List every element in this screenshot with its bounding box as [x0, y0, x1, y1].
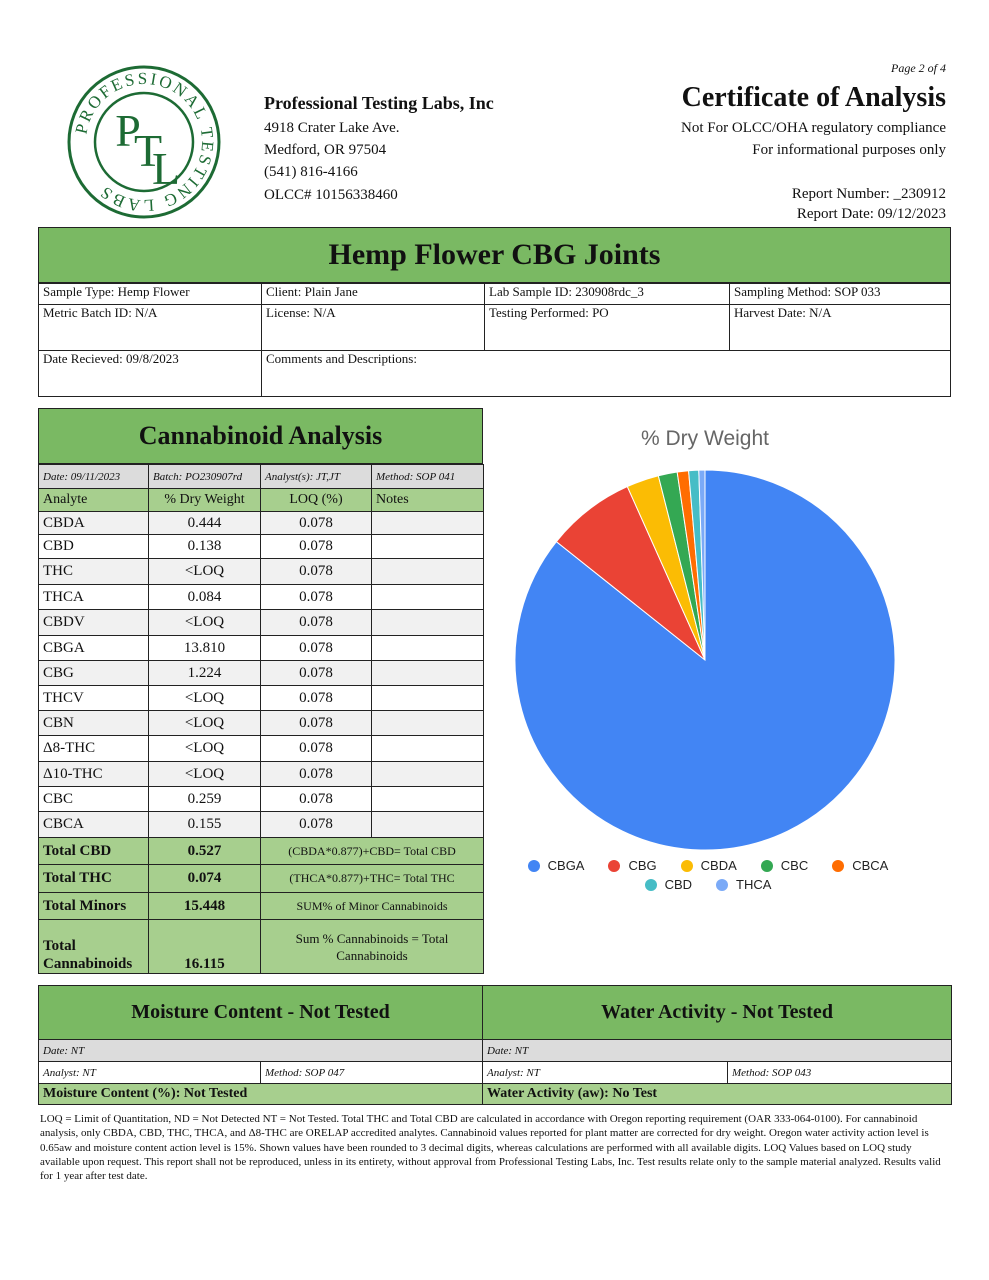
analyte-row	[39, 661, 484, 686]
analyte-notes	[372, 535, 484, 559]
legend-label: CBD	[664, 877, 693, 892]
dry-weight-chart	[488, 415, 949, 905]
legend-label: THCA	[736, 877, 772, 892]
lab-phone: (541) 816-4166	[264, 164, 358, 180]
cannabinoid-section	[38, 408, 483, 974]
chart-title: % Dry Weight	[641, 427, 769, 450]
analyte-notes	[372, 762, 484, 787]
svg-text:L: L	[151, 143, 181, 194]
lab-name: Professional Testing Labs, Inc	[264, 93, 494, 113]
analyte-loq: 0.078	[261, 736, 372, 762]
legend-swatch	[832, 860, 844, 872]
svg-text:T: T	[133, 125, 163, 176]
header-notes: Notes	[372, 489, 484, 512]
client: Client: Plain Jane	[262, 284, 485, 305]
analyte-row	[39, 686, 484, 711]
legend-item-cbc	[761, 858, 808, 873]
analyte-dry-weight: 0.138	[149, 535, 261, 559]
water-date: Date: NT	[483, 1040, 952, 1062]
analyte-dry-weight: <LOQ	[149, 736, 261, 762]
analyte-loq: 0.078	[261, 686, 372, 711]
analyte-row	[39, 559, 484, 585]
analyte-row	[39, 787, 484, 812]
total-cannabinoids-label: Total Cannabinoids	[39, 920, 149, 974]
water-result: Water Activity (aw): No Test	[483, 1084, 952, 1105]
legend-label: CBCA	[852, 858, 889, 873]
total-cbd-label: Total CBD	[39, 838, 149, 865]
analyte-notes	[372, 636, 484, 661]
analyte-loq: 0.078	[261, 610, 372, 636]
analyte-loq: 0.078	[261, 636, 372, 661]
analyte-notes	[372, 512, 484, 535]
total-thc-value: 0.074	[149, 865, 261, 893]
moisture-title: Moisture Content - Not Tested	[39, 986, 483, 1040]
analyte-dry-weight: <LOQ	[149, 762, 261, 787]
analyte-name: CBCA	[39, 812, 149, 838]
lab-olcc: OLCC# 10156338460	[264, 187, 398, 203]
water-title: Water Activity - Not Tested	[483, 986, 952, 1040]
svg-text:P: P	[115, 105, 141, 156]
analyte-name: Δ8-THC	[39, 736, 149, 762]
analyte-loq: 0.078	[261, 661, 372, 686]
analyte-name: THCA	[39, 585, 149, 610]
analyte-dry-weight: <LOQ	[149, 686, 261, 711]
analyte-row	[39, 610, 484, 636]
informational-note: For informational purposes only	[752, 142, 946, 158]
sample-info-grid	[38, 283, 951, 397]
analyte-name: THCV	[39, 686, 149, 711]
legend-item-cbda	[681, 858, 737, 873]
header-analyte: Analyte	[39, 489, 149, 512]
moisture-method: Method: SOP 047	[261, 1062, 483, 1084]
moisture-analyst: Analyst: NT	[39, 1062, 261, 1084]
report-date: Report Date: 09/12/2023	[796, 206, 946, 222]
legend-swatch	[645, 879, 657, 891]
legend-swatch	[608, 860, 620, 872]
legend-item-cbca	[832, 858, 888, 873]
water-analyst: Analyst: NT	[483, 1062, 728, 1084]
lab-address1: 4918 Crater Lake Ave.	[264, 120, 400, 136]
analyte-loq: 0.078	[261, 585, 372, 610]
batch-id: Batch: PO230907rd	[149, 465, 261, 489]
analyte-loq: 0.078	[261, 535, 372, 559]
svg-text:PROFESSIONAL TESTING LABS: PROFESSIONAL TESTING LABS	[71, 68, 218, 216]
analyte-notes	[372, 812, 484, 838]
analysts: Analyst(s): JT,JT	[261, 465, 372, 489]
total-cannabinoids-value: 16.115	[149, 920, 261, 974]
analyte-loq: 0.078	[261, 762, 372, 787]
analyte-row	[39, 762, 484, 787]
sampling-method: Sampling Method: SOP 033	[730, 284, 951, 305]
analyte-row	[39, 636, 484, 661]
legend-item-thca	[716, 877, 771, 892]
analyte-name: CBD	[39, 535, 149, 559]
analyte-dry-weight: 0.259	[149, 787, 261, 812]
total-cannabinoids-note: Sum % Cannabinoids = Total Cannabinoids	[261, 920, 484, 974]
analyte-dry-weight: 0.444	[149, 512, 261, 535]
pie-chart	[488, 460, 922, 860]
cannabinoid-title-bar	[38, 408, 483, 464]
total-minors-value: 15.448	[149, 893, 261, 920]
analyte-name: CBG	[39, 661, 149, 686]
ptl-logo	[66, 64, 222, 220]
total-minors-label: Total Minors	[39, 893, 149, 920]
total-cbd-formula: (CBDA*0.877)+CBD= Total CBD	[261, 838, 484, 865]
analyte-row	[39, 512, 484, 535]
sample-type: Sample Type: Hemp Flower	[39, 284, 262, 305]
analyte-row	[39, 736, 484, 762]
analyte-row	[39, 711, 484, 736]
lab-address2: Medford, OR 97504	[264, 142, 387, 158]
analyte-dry-weight: <LOQ	[149, 559, 261, 585]
analyte-name: Δ10-THC	[39, 762, 149, 787]
analyte-loq: 0.078	[261, 787, 372, 812]
testing-performed: Testing Performed: PO	[485, 305, 730, 351]
analyte-loq: 0.078	[261, 559, 372, 585]
moisture-result: Moisture Content (%): Not Tested	[39, 1084, 483, 1105]
legend-label: CBGA	[547, 858, 585, 873]
lab-sample-id: Lab Sample ID: 230908rdc_3	[485, 284, 730, 305]
analyte-dry-weight: 13.810	[149, 636, 261, 661]
analyte-dry-weight: 0.155	[149, 812, 261, 838]
legend-swatch	[716, 879, 728, 891]
analysis-date: Date: 09/11/2023	[39, 465, 149, 489]
footnote: LOQ = Limit of Quantitation, ND = Not Detected NT = Not Tested. Total THC and Total CBD are calculated in accordance with Oregon reporting requirement (OAR 333-064-0100). For cannabinoid analysis, only CBDA, CBD, THC, THCA, and Δ8-THC are ORELAP accredited analytes. Cannabinoid values reported for plant matter are corrected for dry weight. Oregon water activity action level is 0.65aw and moisture content action level is 15%. Shown values have been rounded to 3 decimal digits, whereas calculations are performed with all available digits. LOQ Values based on LOQ study available upon request. This report shall not be reproduced, unless in its entirety, without approval from Professional Testing Labs, Inc. Test results relate only to the sample material analyzed. Results valid for 1 year after test date.	[40, 1113, 941, 1183]
legend-label: CBG	[628, 858, 657, 873]
analyte-name: CBC	[39, 787, 149, 812]
total-minors-note: SUM% of Minor Cannabinoids	[261, 893, 484, 920]
analyte-name: THC	[39, 559, 149, 585]
analyte-dry-weight: 0.084	[149, 585, 261, 610]
analyte-name: CBGA	[39, 636, 149, 661]
legend-item-cbd	[645, 877, 692, 892]
analyte-name: CBDA	[39, 512, 149, 535]
legend-label: CBDA	[700, 858, 737, 873]
report-number: Report Number: _230912	[791, 186, 946, 202]
total-cbd-value: 0.527	[149, 838, 261, 865]
harvest-date: Harvest Date: N/A	[730, 305, 951, 351]
analyte-name: CBDV	[39, 610, 149, 636]
analyte-dry-weight: <LOQ	[149, 711, 261, 736]
product-title: Hemp Flower CBG Joints	[328, 238, 661, 271]
analyte-name: CBN	[39, 711, 149, 736]
analyte-row	[39, 585, 484, 610]
license: License: N/A	[262, 305, 485, 351]
legend-label: CBC	[780, 858, 809, 873]
metric-batch-id: Metric Batch ID: N/A	[39, 305, 262, 351]
analyte-notes	[372, 736, 484, 762]
header-dry-weight: % Dry Weight	[149, 489, 261, 512]
analyte-notes	[372, 559, 484, 585]
water-method: Method: SOP 043	[728, 1062, 952, 1084]
analyte-notes	[372, 610, 484, 636]
analyte-row	[39, 535, 484, 559]
analyte-dry-weight: 1.224	[149, 661, 261, 686]
analyte-notes	[372, 585, 484, 610]
analyte-notes	[372, 787, 484, 812]
cannabinoid-table	[38, 464, 484, 974]
page-number: Page 2 of 4	[891, 61, 946, 75]
total-thc-formula: (THCA*0.877)+THC= Total THC	[261, 865, 484, 893]
analyte-dry-weight: <LOQ	[149, 610, 261, 636]
moisture-date: Date: NT	[39, 1040, 483, 1062]
compliance-note: Not For OLCC/OHA regulatory compliance	[681, 120, 946, 136]
legend-swatch	[528, 860, 540, 872]
legend-swatch	[681, 860, 693, 872]
analyte-row	[39, 812, 484, 838]
chart-legend	[508, 858, 908, 892]
analyte-loq: 0.078	[261, 812, 372, 838]
date-received: Date Recieved: 09/8/2023	[39, 351, 262, 397]
total-thc-label: Total THC	[39, 865, 149, 893]
analyte-notes	[372, 661, 484, 686]
comments: Comments and Descriptions:	[262, 351, 951, 397]
header-loq: LOQ (%)	[261, 489, 372, 512]
cannabinoid-title: Cannabinoid Analysis	[138, 421, 383, 450]
legend-swatch	[761, 860, 773, 872]
analyte-loq: 0.078	[261, 512, 372, 535]
analyte-loq: 0.078	[261, 711, 372, 736]
analyte-notes	[372, 686, 484, 711]
legend-item-cbg	[608, 858, 656, 873]
moisture-water-table	[38, 985, 952, 1105]
legend-item-cbga	[528, 858, 585, 873]
product-title-bar	[38, 227, 951, 283]
analyte-notes	[372, 711, 484, 736]
certificate-title: Certificate of Analysis	[681, 82, 946, 113]
analysis-method: Method: SOP 041	[372, 465, 484, 489]
